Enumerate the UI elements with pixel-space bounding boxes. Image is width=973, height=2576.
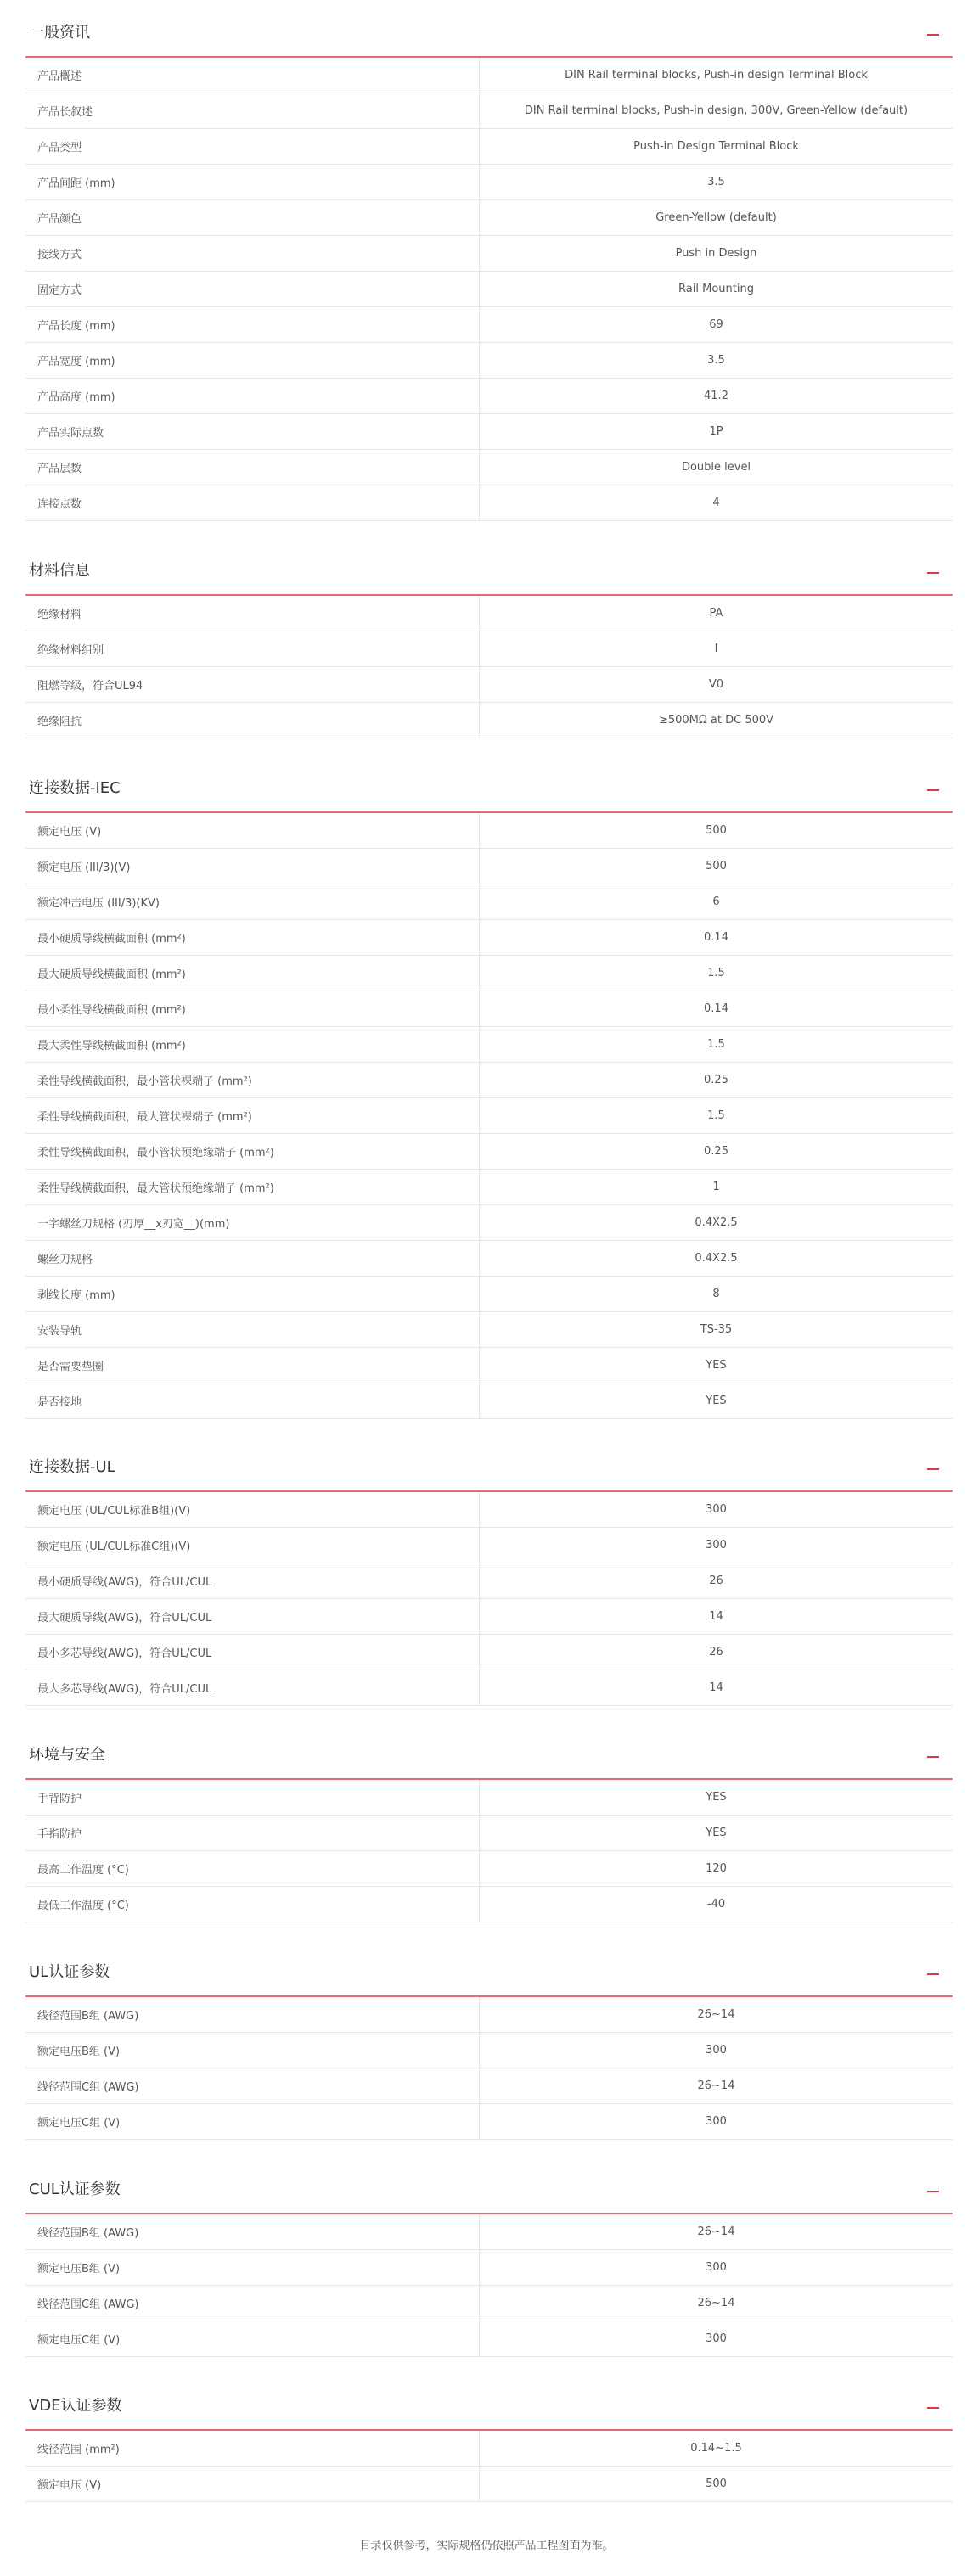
spec-value: Push in Design xyxy=(480,236,953,272)
spec-label: 额定冲击电压 (III/3)(KV) xyxy=(25,884,480,920)
spec-value: DIN Rail terminal blocks, Push-in design, 300V, Green-Yellow (default) xyxy=(480,93,953,129)
table-row xyxy=(25,1851,953,1887)
spec-value: PA xyxy=(480,596,953,631)
spec-label: 产品层数 xyxy=(25,450,480,485)
spec-value: 300 xyxy=(480,2321,953,2357)
spec-value: DIN Rail terminal blocks, Push-in design Terminal Block xyxy=(480,58,953,93)
table-row xyxy=(25,129,953,165)
spec-label: 绝缘材料 xyxy=(25,596,480,631)
spec-table xyxy=(25,58,953,521)
section-header[interactable] xyxy=(25,762,953,813)
spec-value: 3.5 xyxy=(480,165,953,200)
spec-value: Push-in Design Terminal Block xyxy=(480,129,953,165)
table-row xyxy=(25,1134,953,1170)
spec-value: 0.4X2.5 xyxy=(480,1241,953,1277)
table-row xyxy=(25,1170,953,1205)
spec-label: 额定电压 (V) xyxy=(25,2467,480,2502)
disclaimer-footnote: 目录仅供参考，实际规格仍依照产品工程图面为准。 xyxy=(359,2540,614,2552)
table-row xyxy=(25,596,953,631)
spec-label: 柔性导线横截面积，最大管状预绝缘端子 (mm²) xyxy=(25,1170,480,1205)
section-header[interactable] xyxy=(25,1946,953,1997)
table-row xyxy=(25,1063,953,1098)
spec-label: 最大柔性导线横截面积 (mm²) xyxy=(25,1027,480,1063)
spec-value: 300 xyxy=(480,2250,953,2286)
spec-label: 绝缘阻抗 xyxy=(25,703,480,738)
table-row xyxy=(25,849,953,884)
spec-label: 一字螺丝刀规格 (刃厚__x刃宽__)(mm) xyxy=(25,1205,480,1241)
spec-label: 最大多芯导线(AWG)，符合UL/CUL xyxy=(25,1670,480,1706)
spec-value: YES xyxy=(480,1348,953,1383)
section-material-info xyxy=(25,545,953,738)
section-header[interactable] xyxy=(25,545,953,596)
spec-value: 0.14~1.5 xyxy=(480,2431,953,2467)
spec-value: 500 xyxy=(480,813,953,849)
spec-value: YES xyxy=(480,1383,953,1419)
spec-value: 300 xyxy=(480,2104,953,2140)
section-connection-iec xyxy=(25,762,953,1419)
spec-label: 最大硬质导线横截面积 (mm²) xyxy=(25,956,480,991)
spec-label: 线径范围 (mm²) xyxy=(25,2431,480,2467)
spec-label: 剥线长度 (mm) xyxy=(25,1277,480,1312)
section-header[interactable] xyxy=(25,1441,953,1492)
spec-value: 41.2 xyxy=(480,379,953,414)
table-row xyxy=(25,956,953,991)
collapse-icon[interactable] xyxy=(927,2407,939,2409)
collapse-icon[interactable] xyxy=(927,572,939,574)
table-row xyxy=(25,2467,953,2502)
spec-label: 额定电压 (III/3)(V) xyxy=(25,849,480,884)
spec-value: 500 xyxy=(480,849,953,884)
spec-value: -40 xyxy=(480,1887,953,1922)
collapse-icon[interactable] xyxy=(927,34,939,36)
table-row xyxy=(25,1098,953,1134)
table-row xyxy=(25,2250,953,2286)
spec-label: 最小硬质导线(AWG)，符合UL/CUL xyxy=(25,1563,480,1599)
table-row xyxy=(25,2286,953,2321)
table-row xyxy=(25,1563,953,1599)
section-connection-ul xyxy=(25,1441,953,1706)
spec-value: I xyxy=(480,631,953,667)
section-header[interactable] xyxy=(25,2164,953,2214)
table-row xyxy=(25,58,953,93)
spec-value: 4 xyxy=(480,485,953,521)
spec-value: 0.25 xyxy=(480,1063,953,1098)
spec-label: 额定电压B组 (V) xyxy=(25,2033,480,2068)
spec-value: 0.14 xyxy=(480,920,953,956)
table-row xyxy=(25,631,953,667)
table-row xyxy=(25,450,953,485)
spec-table xyxy=(25,2431,953,2502)
section-title: VDE认证参数 xyxy=(29,2397,122,2415)
table-row xyxy=(25,379,953,414)
spec-label: 柔性导线横截面积，最小管状预绝缘端子 (mm²) xyxy=(25,1134,480,1170)
table-row xyxy=(25,2033,953,2068)
spec-table xyxy=(25,1780,953,1922)
spec-label: 手指防护 xyxy=(25,1816,480,1851)
spec-value: ≥500MΩ at DC 500V xyxy=(480,703,953,738)
spec-label: 额定电压 (V) xyxy=(25,813,480,849)
table-row xyxy=(25,667,953,703)
spec-value: 300 xyxy=(480,1492,953,1528)
section-title: 连接数据-UL xyxy=(29,1458,115,1476)
table-row xyxy=(25,1312,953,1348)
table-row xyxy=(25,2214,953,2250)
spec-value: Rail Mounting xyxy=(480,272,953,307)
table-row xyxy=(25,1277,953,1312)
table-row xyxy=(25,2068,953,2104)
spec-label: 最小多芯导线(AWG)，符合UL/CUL xyxy=(25,1635,480,1670)
spec-value: 26~14 xyxy=(480,2068,953,2104)
spec-label: 线径范围B组 (AWG) xyxy=(25,1997,480,2033)
spec-table xyxy=(25,813,953,1419)
spec-label: 产品类型 xyxy=(25,129,480,165)
spec-label: 线径范围C组 (AWG) xyxy=(25,2068,480,2104)
spec-value: 26 xyxy=(480,1563,953,1599)
spec-label: 安装导轨 xyxy=(25,1312,480,1348)
spec-label: 产品长度 (mm) xyxy=(25,307,480,343)
spec-label: 最低工作温度 (°C) xyxy=(25,1887,480,1922)
spec-value: 500 xyxy=(480,2467,953,2502)
spec-label: 柔性导线横截面积，最大管状裸端子 (mm²) xyxy=(25,1098,480,1134)
spec-value: 26~14 xyxy=(480,2286,953,2321)
spec-value: 8 xyxy=(480,1277,953,1312)
spec-value: YES xyxy=(480,1816,953,1851)
spec-label: 产品宽度 (mm) xyxy=(25,343,480,379)
table-row xyxy=(25,236,953,272)
section-vde-certification xyxy=(25,2380,953,2502)
table-row xyxy=(25,884,953,920)
spec-label: 额定电压C组 (V) xyxy=(25,2104,480,2140)
table-row xyxy=(25,1887,953,1922)
table-row xyxy=(25,200,953,236)
table-row xyxy=(25,1528,953,1563)
spec-table xyxy=(25,1492,953,1706)
table-row xyxy=(25,991,953,1027)
spec-label: 额定电压 (UL/CUL标准C组)(V) xyxy=(25,1528,480,1563)
collapse-icon[interactable] xyxy=(927,1468,939,1470)
section-title: CUL认证参数 xyxy=(29,2180,121,2198)
table-row xyxy=(25,307,953,343)
table-row xyxy=(25,343,953,379)
spec-label: 最大硬质导线(AWG)，符合UL/CUL xyxy=(25,1599,480,1635)
table-row xyxy=(25,1241,953,1277)
section-header[interactable] xyxy=(25,7,953,58)
spec-label: 连接点数 xyxy=(25,485,480,521)
spec-label: 最小硬质导线横截面积 (mm²) xyxy=(25,920,480,956)
spec-value: 0.25 xyxy=(480,1134,953,1170)
table-row xyxy=(25,920,953,956)
spec-value: 1.5 xyxy=(480,956,953,991)
spec-label: 产品间距 (mm) xyxy=(25,165,480,200)
spec-label: 产品高度 (mm) xyxy=(25,379,480,414)
spec-value: 1 xyxy=(480,1170,953,1205)
spec-table xyxy=(25,2214,953,2357)
spec-label: 产品概述 xyxy=(25,58,480,93)
spec-value: 6 xyxy=(480,884,953,920)
spec-label: 线径范围B组 (AWG) xyxy=(25,2214,480,2250)
collapse-icon[interactable] xyxy=(927,2191,939,2192)
spec-label: 是否需要垫圈 xyxy=(25,1348,480,1383)
table-row xyxy=(25,1027,953,1063)
spec-value: 26~14 xyxy=(480,2214,953,2250)
table-row xyxy=(25,1997,953,2033)
spec-value: 69 xyxy=(480,307,953,343)
section-title: 连接数据-IEC xyxy=(29,779,121,797)
table-row xyxy=(25,1348,953,1383)
spec-value: 300 xyxy=(480,1528,953,1563)
table-row xyxy=(25,1780,953,1816)
table-row xyxy=(25,1383,953,1419)
collapse-icon[interactable] xyxy=(927,1973,939,1975)
spec-value: 26 xyxy=(480,1635,953,1670)
spec-value: Double level xyxy=(480,450,953,485)
table-row xyxy=(25,2431,953,2467)
spec-value: 120 xyxy=(480,1851,953,1887)
spec-label: 阻燃等级，符合UL94 xyxy=(25,667,480,703)
spec-value: V0 xyxy=(480,667,953,703)
spec-value: 300 xyxy=(480,2033,953,2068)
table-row xyxy=(25,1635,953,1670)
spec-label: 手背防护 xyxy=(25,1780,480,1816)
spec-value: 0.14 xyxy=(480,991,953,1027)
spec-value: 1.5 xyxy=(480,1027,953,1063)
section-title: 环境与安全 xyxy=(29,1746,105,1764)
section-header[interactable] xyxy=(25,2380,953,2431)
table-row xyxy=(25,813,953,849)
section-cul-certification xyxy=(25,2164,953,2357)
section-title: UL认证参数 xyxy=(29,1963,110,1981)
spec-label: 绝缘材料组别 xyxy=(25,631,480,667)
spec-value: 14 xyxy=(480,1670,953,1706)
spec-label: 产品实际点数 xyxy=(25,414,480,450)
spec-table xyxy=(25,1997,953,2140)
table-row xyxy=(25,1670,953,1706)
spec-value: 1.5 xyxy=(480,1098,953,1134)
table-row xyxy=(25,1205,953,1241)
section-environment-safety xyxy=(25,1729,953,1922)
section-title: 一般资讯 xyxy=(29,24,90,42)
spec-table xyxy=(25,596,953,738)
spec-label: 是否接地 xyxy=(25,1383,480,1419)
spec-label: 接线方式 xyxy=(25,236,480,272)
table-row xyxy=(25,165,953,200)
spec-value: YES xyxy=(480,1780,953,1816)
spec-value: 26~14 xyxy=(480,1997,953,2033)
spec-value: 3.5 xyxy=(480,343,953,379)
spec-label: 柔性导线横截面积，最小管状裸端子 (mm²) xyxy=(25,1063,480,1098)
section-general-info xyxy=(25,7,953,521)
table-row xyxy=(25,485,953,521)
spec-label: 额定电压C组 (V) xyxy=(25,2321,480,2357)
section-title: 材料信息 xyxy=(29,562,90,580)
section-header[interactable] xyxy=(25,1729,953,1780)
table-row xyxy=(25,1599,953,1635)
table-row xyxy=(25,1492,953,1528)
collapse-icon[interactable] xyxy=(927,789,939,791)
spec-value: Green-Yellow (default) xyxy=(480,200,953,236)
spec-label: 最高工作温度 (°C) xyxy=(25,1851,480,1887)
section-ul-certification xyxy=(25,1946,953,2140)
spec-label: 固定方式 xyxy=(25,272,480,307)
table-row xyxy=(25,414,953,450)
spec-label: 线径范围C组 (AWG) xyxy=(25,2286,480,2321)
table-row xyxy=(25,93,953,129)
spec-value: 14 xyxy=(480,1599,953,1635)
spec-value: 1P xyxy=(480,414,953,450)
spec-value: 0.4X2.5 xyxy=(480,1205,953,1241)
spec-label: 产品颜色 xyxy=(25,200,480,236)
spec-label: 螺丝刀规格 xyxy=(25,1241,480,1277)
table-row xyxy=(25,1816,953,1851)
spec-label: 产品长叙述 xyxy=(25,93,480,129)
spec-label: 最小柔性导线横截面积 (mm²) xyxy=(25,991,480,1027)
table-row xyxy=(25,272,953,307)
spec-value: TS-35 xyxy=(480,1312,953,1348)
table-row xyxy=(25,703,953,738)
table-row xyxy=(25,2321,953,2357)
spec-label: 额定电压 (UL/CUL标准B组)(V) xyxy=(25,1492,480,1528)
table-row xyxy=(25,2104,953,2140)
collapse-icon[interactable] xyxy=(927,1756,939,1758)
spec-label: 额定电压B组 (V) xyxy=(25,2250,480,2286)
